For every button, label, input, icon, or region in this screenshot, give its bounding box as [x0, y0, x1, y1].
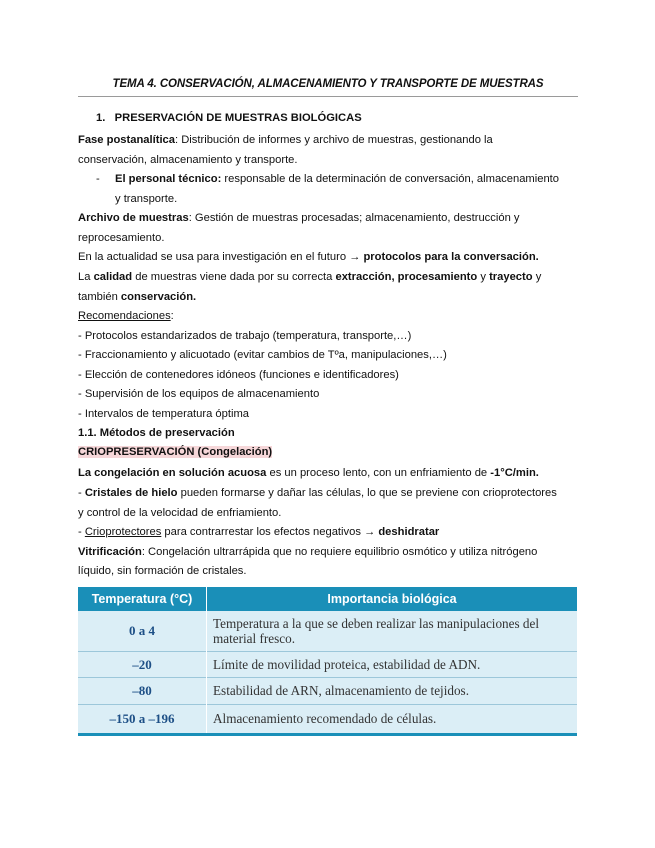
list-item: - Fraccionamiento y alicuotado (evitar cambios de Tºa, manipulaciones,…): [78, 349, 447, 361]
personal-text-1: responsable de la determinación de conversación, almacenamiento: [221, 173, 560, 185]
archivo-line-1: [78, 211, 520, 225]
archivo-label: Archivo de muestras: [78, 212, 189, 224]
desc-line: Temperatura a la que se deben realizar las manipulaciones del: [213, 616, 540, 631]
actualidad-line: [78, 250, 539, 264]
temp-cell: –80: [132, 683, 152, 698]
vitrificacion-label: Vitrificación: [78, 546, 142, 558]
congelacion-bold: La congelación en solución acuosa: [78, 467, 267, 479]
fase-label: Fase postanalítica: [78, 134, 175, 146]
list-item: - Protocolos estandarizados de trabajo (temperatura, transporte,…): [78, 330, 412, 342]
table-row: [78, 678, 577, 704]
fase-line-2: conservación, almacenamiento y transporte.: [78, 154, 298, 166]
title-underline: [78, 96, 578, 97]
actualidad-bold: protocolos para la conversación.: [363, 251, 539, 263]
calidad-line-1: [78, 270, 541, 284]
calidad-bold: trayecto: [489, 271, 533, 283]
crioprot-dash: -: [78, 526, 85, 538]
personal-label: El personal técnico:: [115, 173, 222, 185]
list-item: - Elección de contenedores idóneos (funciones e identificadores): [78, 369, 399, 381]
table-bottom-rule: [78, 733, 577, 736]
recomendaciones-colon: :: [170, 310, 174, 322]
vitrificacion-line-1: [78, 545, 537, 559]
temp-cell: 0 a 4: [129, 623, 155, 638]
crioprot-bold: deshidratar: [378, 526, 440, 538]
recomendaciones-heading: [78, 309, 174, 323]
calidad-line-2: [78, 290, 196, 304]
calidad-part: La: [78, 271, 94, 283]
table-row: [78, 705, 577, 733]
calidad-part: y: [477, 271, 490, 283]
calidad-part: y: [532, 271, 542, 283]
temperature-table: [78, 587, 577, 736]
cristales-dash: -: [78, 487, 85, 499]
subsection-heading: 1.1. Métodos de preservación: [78, 427, 235, 439]
section-title: PRESERVACIÓN DE MUESTRAS BIOLÓGICAS: [114, 112, 362, 124]
actualidad-text: En la actualidad se usa para investigación en el futuro →: [78, 251, 364, 263]
header-temperatura: Temperatura (°C): [91, 592, 193, 606]
congelacion-text: es un proceso lento, con un enfriamiento de: [266, 467, 491, 479]
temp-cell: –150 a –196: [109, 711, 175, 726]
crioprotectores-line: [78, 525, 439, 539]
table-row: [78, 611, 577, 651]
cristales-bold: Cristales de hielo: [84, 487, 178, 499]
cristales-line-1: [78, 486, 557, 500]
personal-line-1: [115, 172, 559, 186]
cristales-text: pueden formarse y dañar las células, lo que se previene con crioprotectores: [177, 487, 557, 499]
recomendaciones-label: Recomendaciones: [78, 310, 171, 322]
desc-cell: [213, 616, 573, 646]
bullet-dash: -: [96, 173, 100, 185]
list-item: - Intervalos de temperatura óptima: [78, 408, 250, 420]
vitrificacion-line-2: líquido, sin formación de cristales.: [78, 565, 247, 577]
crioprot-underlined: Crioprotectores: [84, 526, 162, 538]
section-heading: [96, 111, 362, 125]
archivo-text-1: : Gestión de muestras procesadas; almacenamiento, destrucción y: [188, 212, 520, 224]
crioprot-text: para contrarrestar los efectos negativos →: [161, 526, 379, 538]
personal-line-2: y transporte.: [115, 193, 178, 205]
calidad-part: de muestras viene dada por su correcta: [132, 271, 336, 283]
congelacion-rate: -1°C/min.: [490, 467, 539, 479]
column-separator: [206, 611, 207, 733]
vitrificacion-text: : Congelación ultrarrápida que no requiere equilibrio osmótico y utiliza nitrógeno: [141, 546, 538, 558]
desc-line: material fresco.: [213, 631, 296, 646]
congelacion-line: [78, 466, 539, 480]
table-header: [78, 587, 577, 611]
desc-cell: Límite de movilidad proteica, estabilidad de ADN.: [213, 657, 481, 672]
cristales-line-2: y control de la velocidad de enfriamiento.: [78, 507, 282, 519]
crio-heading: [78, 445, 272, 459]
calidad-bold: extracción, procesamiento: [335, 271, 478, 283]
fase-line-1: [78, 133, 493, 147]
crio-heading-text: CRIOPRESERVACIÓN (Congelación): [78, 446, 273, 458]
calidad-part: también: [78, 291, 121, 303]
document-title: TEMA 4. CONSERVACIÓN, ALMACENAMIENTO Y TRANSPORTE DE MUESTRAS: [112, 78, 544, 90]
table-row: [78, 652, 577, 677]
header-importancia: Importancia biológica: [327, 592, 457, 606]
desc-cell: Estabilidad de ARN, almacenamiento de tejidos.: [213, 683, 469, 698]
desc-cell: Almacenamiento recomendado de células.: [213, 711, 437, 726]
calidad-bold: calidad: [93, 271, 133, 283]
section-number: 1.: [96, 112, 106, 124]
fase-text-1: : Distribución de informes y archivo de muestras, gestionando la: [175, 134, 493, 146]
calidad-bold: conservación.: [120, 291, 197, 303]
archivo-line-2: reprocesamiento.: [78, 232, 165, 244]
list-item: - Supervisión de los equipos de almacenamiento: [78, 388, 320, 400]
temp-cell: –20: [132, 657, 152, 672]
